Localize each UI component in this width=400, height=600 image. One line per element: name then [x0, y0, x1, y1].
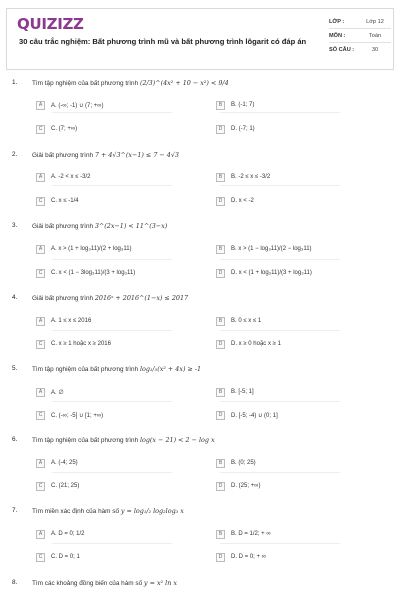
question-text: Tìm tập nghiệm của bất phương trình log(x − 21) < 2 − log x: [32, 436, 215, 444]
question-6: [12, 436, 388, 448]
question-5: [12, 365, 388, 377]
option-text: B. (-1; 7): [231, 102, 255, 108]
question-number: 6.: [12, 436, 18, 443]
meta-row-count: [329, 43, 391, 57]
option-b[interactable]: [216, 527, 366, 541]
option-c[interactable]: [36, 194, 186, 208]
question-number: 1.: [12, 79, 18, 86]
meta-key: MÔN :: [329, 32, 346, 39]
question-math: 3^(2x−1) < 11^(3−x): [94, 222, 168, 230]
question-number: 7.: [12, 507, 18, 514]
page-title: 30 câu trắc nghiệm: Bất phương trình mũ và bất phương trình lôgarit có đáp án: [19, 37, 307, 46]
question-text: Giải bất phương trình 2016ˣ + 2016^(1−x) ≤ 2017: [32, 294, 189, 302]
option-letter-box: D: [216, 340, 225, 349]
question-math: log₁/₅(x² + 4x) ≥ -1: [139, 365, 202, 373]
option-letter-box: A: [36, 245, 45, 254]
option-a[interactable]: [36, 456, 186, 470]
option-text: C. (7; +∞): [51, 126, 78, 132]
meta-row-subject: [329, 29, 391, 43]
option-d[interactable]: [216, 266, 366, 280]
option-text: D. x < -2: [231, 198, 254, 204]
question-number: 4.: [12, 294, 18, 301]
option-c[interactable]: [36, 550, 186, 564]
option-c[interactable]: [36, 337, 186, 351]
option-letter-box: A: [36, 173, 45, 182]
option-b[interactable]: [216, 98, 366, 112]
option-text: B. [-5; 1]: [231, 389, 254, 395]
question-math: y = x² ln x: [143, 579, 177, 587]
option-b[interactable]: [216, 456, 366, 470]
option-b[interactable]: [216, 314, 366, 328]
option-letter-box: C: [36, 553, 45, 562]
option-a[interactable]: [36, 314, 186, 328]
question-1: [12, 79, 388, 91]
question-8: [12, 579, 388, 591]
option-letter-box: B: [216, 245, 225, 254]
option-d[interactable]: [216, 479, 366, 493]
option-letter-box: B: [216, 388, 225, 397]
question-number: 5.: [12, 365, 18, 372]
option-text: A. (-4; 25): [51, 460, 78, 466]
worksheet-header: [6, 8, 394, 70]
option-text: A. -2 < x ≤ -3/2: [51, 174, 91, 180]
question-text: Tìm tập nghiệm của bất phương trình log₁/₅(x² + 4x) ≥ -1: [32, 365, 202, 373]
option-text: D. x ≥ 0 hoặc x ≥ 1: [231, 341, 281, 347]
option-text: A. x > (1 + log₃11)/(2 + log₃11): [51, 246, 132, 252]
question-math: y = log₁/₂ log₂log₃ x: [120, 507, 184, 515]
question-math: (2/3)^(4x² + 10 − x²) < 9/4: [139, 79, 229, 87]
question-2: [12, 151, 388, 163]
option-letter-box: C: [36, 482, 45, 491]
option-d[interactable]: [216, 408, 366, 422]
meta-value: Lớp 12: [366, 18, 384, 25]
meta-key: LỚP :: [329, 18, 345, 25]
option-text: C. (21; 25): [51, 483, 80, 489]
option-a[interactable]: [36, 98, 186, 112]
question-text: Giải bất phương trình 3^(2x−1) < 11^(3−x): [32, 222, 168, 230]
option-text: D. D = 0; + ∞: [231, 554, 266, 560]
option-letter-box: B: [216, 459, 225, 468]
option-text: B. x > (1 − log₃11)/(2 − log₃11): [231, 246, 312, 252]
question-text: Giải bất phương trình 7 + 4√3^(x−1) ≤ 7 − 4√3: [32, 151, 180, 159]
meta-value: Toán: [368, 32, 382, 39]
option-b[interactable]: [216, 170, 366, 184]
option-b[interactable]: [216, 242, 366, 256]
option-letter-box: A: [36, 388, 45, 397]
option-c[interactable]: [36, 479, 186, 493]
option-a[interactable]: [36, 170, 186, 184]
option-c[interactable]: [36, 266, 186, 280]
option-text: C. x ≥ 1 hoặc x ≥ 2016: [51, 341, 111, 347]
meta-table: [329, 15, 391, 57]
quizizz-logo: QUIZIZZ: [17, 15, 84, 33]
option-d[interactable]: [216, 194, 366, 208]
option-b[interactable]: [216, 385, 366, 399]
option-a[interactable]: [36, 527, 186, 541]
question-4: [12, 294, 388, 306]
question-number: 3.: [12, 222, 18, 229]
option-letter-box: D: [216, 411, 225, 420]
option-letter-box: D: [216, 269, 225, 278]
option-letter-box: D: [216, 553, 225, 562]
option-letter-box: A: [36, 317, 45, 326]
meta-key: SỐ CÂU :: [329, 47, 355, 53]
option-text: B. 0 ≤ x ≤ 1: [231, 318, 262, 324]
option-d[interactable]: [216, 337, 366, 351]
option-letter-box: C: [36, 197, 45, 206]
question-7: [12, 507, 388, 519]
option-letter-box: A: [36, 101, 45, 110]
option-letter-box: B: [216, 530, 225, 539]
option-d[interactable]: [216, 122, 366, 136]
option-text: B. D = 1/2; + ∞: [231, 531, 271, 537]
option-letter-box: B: [216, 317, 225, 326]
option-text: D. (-7; 1): [231, 126, 255, 132]
question-math: log(x − 21) < 2 − log x: [139, 436, 215, 444]
option-text: C. x ≤ -1/4: [51, 198, 79, 204]
meta-row-class: [329, 15, 391, 29]
option-a[interactable]: [36, 385, 186, 399]
option-text: C. (-∞; -5] ∪ [1; +∞): [51, 412, 104, 419]
option-text: D. x < (1 + log₃11)/(3 + log₃11): [231, 270, 312, 276]
option-letter-box: C: [36, 125, 45, 134]
option-letter-box: C: [36, 411, 45, 420]
question-number: 8.: [12, 579, 18, 586]
option-letter-box: A: [36, 530, 45, 539]
option-text: D. (25; +∞): [231, 483, 261, 489]
question-math: 2016ˣ + 2016^(1−x) ≤ 2017: [94, 294, 189, 302]
option-c[interactable]: [36, 408, 186, 422]
option-a[interactable]: [36, 242, 186, 256]
option-letter-box: C: [36, 340, 45, 349]
option-text: A. (-∞; -1) ∪ (7; +∞): [51, 102, 104, 109]
option-letter-box: D: [216, 197, 225, 206]
option-letter-box: B: [216, 101, 225, 110]
option-letter-box: A: [36, 459, 45, 468]
option-c[interactable]: [36, 122, 186, 136]
option-text: D. [-5; -4) ∪ (0; 1]: [231, 412, 278, 419]
option-text: B. (0; 25): [231, 460, 256, 466]
question-math: 7 + 4√3^(x−1) ≤ 7 − 4√3: [94, 151, 180, 159]
question-number: 2.: [12, 151, 18, 158]
question-text: Tìm các khoảng đồng biến của hàm số y = x² ln x: [32, 579, 177, 587]
option-text: A. 1 ≤ x ≤ 2016: [51, 318, 92, 324]
option-text: C. x < (1 − 3log₃11)/(3 + log₃11): [51, 270, 136, 276]
meta-value: 30: [371, 47, 379, 53]
question-text: Tìm tập nghiệm của bất phương trình (2/3)^(4x² + 10 − x²) < 9/4: [32, 79, 229, 87]
option-text: C. D = 0; 1: [51, 554, 80, 560]
option-text: A. ∅: [51, 389, 64, 396]
option-text: A. D = 0; 1/2: [51, 531, 85, 537]
option-d[interactable]: [216, 550, 366, 564]
option-letter-box: B: [216, 173, 225, 182]
question-text: Tìm miền xác định của hàm số y = log₁/₂ log₂log₃ x: [32, 507, 184, 515]
question-3: [12, 222, 388, 234]
option-letter-box: D: [216, 482, 225, 491]
option-letter-box: D: [216, 125, 225, 134]
option-letter-box: C: [36, 269, 45, 278]
option-text: B. -2 ≤ x ≤ -3/2: [231, 174, 271, 180]
